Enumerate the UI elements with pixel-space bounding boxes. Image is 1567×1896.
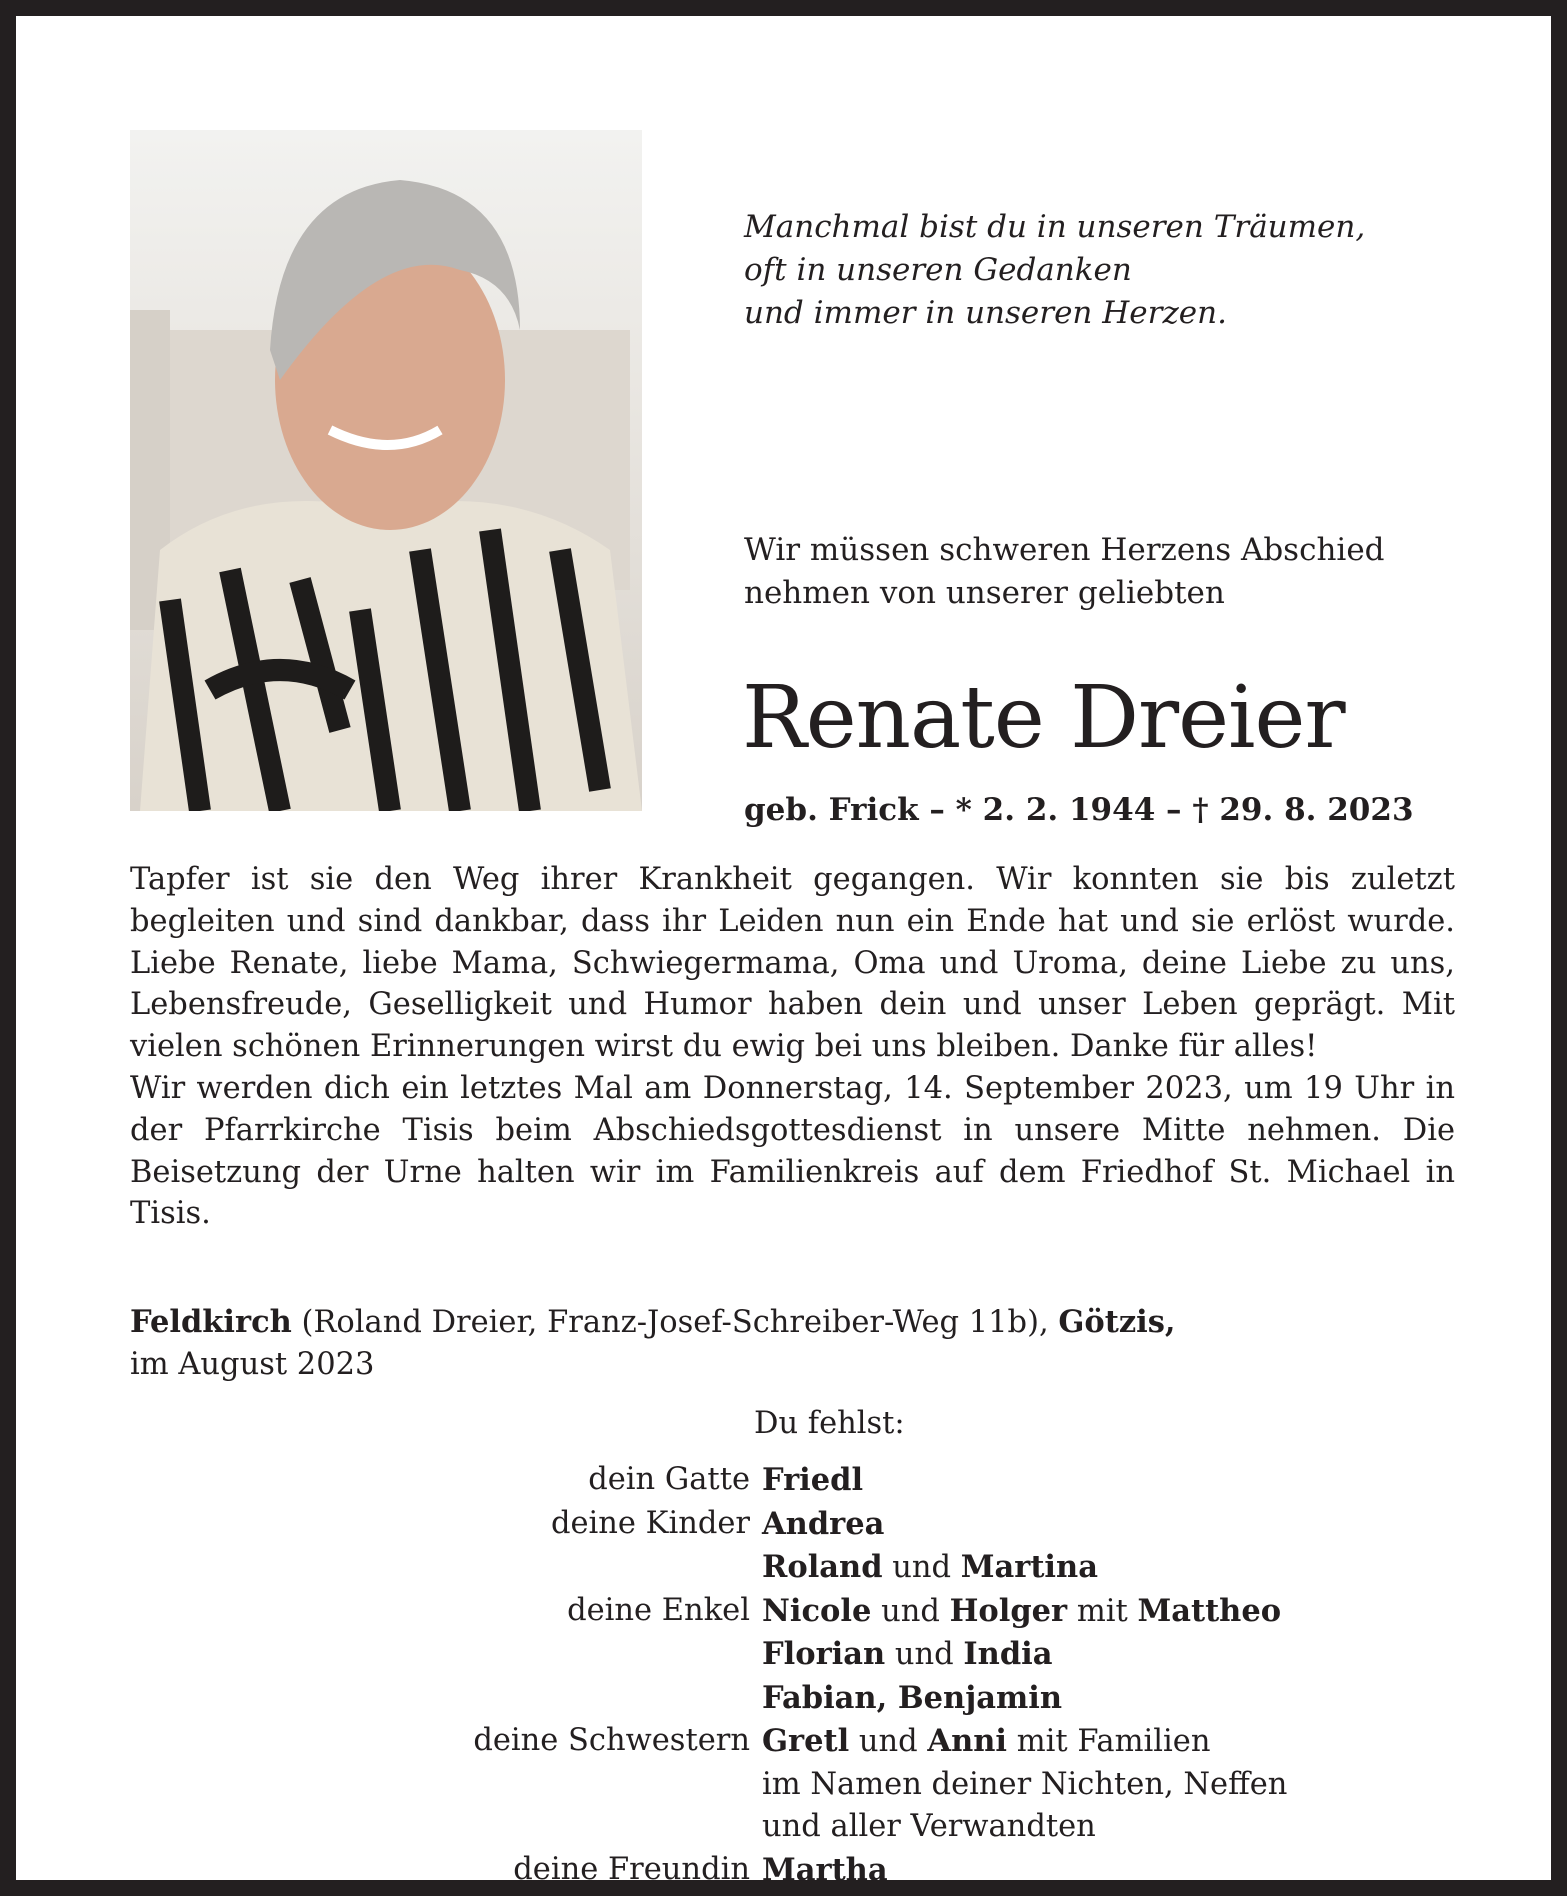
mourner-row	[130, 1590, 1287, 1634]
body-text	[130, 859, 1455, 1235]
mourner-name: Roland	[762, 1549, 883, 1585]
relation-label: deine Schwestern	[473, 1723, 750, 1758]
mourner-name: Andrea	[762, 1505, 885, 1542]
portrait-image	[130, 130, 642, 811]
body-paragraph: Tapfer ist sie den Weg ihrer Krankheit gegangen. Wir konnten sie bis zuletzt begleiten und sind dankbar, dass ihr Leiden nun ein Ende hat und sie erlöst wurde. Liebe Renate, liebe Mama, Schwiegermama, Oma und Uroma, deine Liebe zu uns, Lebensfreude, Geselligkeit und Humor haben dein und unser Leben geprägt. Mit vielen schönen Erinnerungen wirst du ewig bei uns bleiben. Danke für alles!	[130, 862, 1455, 1065]
relation-label	[130, 1633, 762, 1677]
connector-text: mit Familien	[1007, 1724, 1211, 1759]
mourner-name: Gretl	[762, 1723, 850, 1759]
mourners-heading: Du fehlst:	[754, 1406, 905, 1441]
connector-text: und	[849, 1724, 928, 1759]
connector-text: im Namen deiner Nichten, Neffen	[762, 1766, 1288, 1802]
relation-label	[130, 1677, 762, 1721]
connector-text: und	[885, 1637, 964, 1672]
mourner-row	[130, 1764, 1287, 1807]
mourner-names	[762, 1849, 888, 1893]
relation-label: deine Freundin	[513, 1851, 750, 1887]
intro-line: Wir müssen schweren Herzens Abschied	[744, 532, 1385, 568]
intro-line: nehmen von unserer geliebten	[744, 575, 1225, 611]
deceased-name: Renate Dreier	[742, 668, 1345, 768]
connector-text: und	[871, 1593, 950, 1629]
relation-label	[130, 1764, 762, 1807]
mourner-name: Anni	[927, 1723, 1008, 1759]
mourner-names	[762, 1677, 1062, 1721]
connector-text: und aller Verwandten	[762, 1809, 1096, 1844]
mourner-names	[762, 1590, 1281, 1634]
city: Feldkirch	[130, 1304, 292, 1340]
place-and-date	[130, 1301, 1176, 1386]
mourner-row	[130, 1503, 1287, 1547]
mourner-name: Holger	[949, 1592, 1068, 1629]
birth-death-dates: geb. Frick – * 2. 2. 1944 – † 29. 8. 2023	[744, 792, 1414, 828]
mourner-names	[762, 1503, 884, 1547]
mourner-names	[762, 1806, 1096, 1849]
relation-label: deine Enkel	[567, 1592, 750, 1628]
mourner-names	[762, 1720, 1211, 1764]
mourner-name: Martina	[960, 1549, 1098, 1585]
quote-line: Manchmal bist du in unseren Träumen,	[744, 209, 1366, 245]
mourner-name: Martha	[762, 1851, 888, 1888]
mourner-name: Nicole	[762, 1592, 872, 1629]
notice-frame	[16, 16, 1551, 1888]
intro-text	[744, 529, 1385, 615]
quote-line: und immer in unseren Herzen.	[744, 295, 1227, 331]
mourner-row	[130, 1806, 1287, 1849]
body-paragraph: Wir werden dich ein letztes Mal am Donnerstag, 14. September 2023, um 19 Uhr in der Pfarrkirche Tisis beim Abschiedsgottesdienst in unsere Mitte nehmen. Die Beisetzung der Urne halten wir im Familienkreis auf dem Friedhof St. Michael in Tisis.	[130, 1070, 1455, 1232]
mourner-row	[130, 1459, 1287, 1503]
mourner-row	[130, 1546, 1287, 1590]
portrait-photo	[130, 130, 642, 811]
mourner-names	[762, 1633, 1053, 1677]
address: (Roland Dreier, Franz-Josef-Schreiber-Weg 11b),	[291, 1305, 1059, 1340]
relation-label	[130, 1806, 762, 1849]
mourner-name: Fabian, Benjamin	[762, 1679, 1063, 1716]
city: Götzis,	[1058, 1304, 1176, 1340]
mourner-names	[762, 1459, 863, 1503]
mourner-name: India	[963, 1636, 1053, 1672]
mourner-names	[762, 1764, 1287, 1807]
quote-line: oft in unseren Gedanken	[744, 252, 1132, 288]
memorial-quote	[744, 206, 1365, 335]
date-line: im August 2023	[130, 1347, 375, 1382]
mourner-name: Mattheo	[1137, 1592, 1282, 1629]
connector-text: und	[882, 1550, 961, 1585]
mourners-list	[130, 1459, 1287, 1892]
mourner-name: Florian	[762, 1636, 886, 1672]
relation-label: deine Kinder	[550, 1505, 750, 1541]
mourner-names	[762, 1546, 1098, 1590]
relation-label: dein Gatte	[588, 1462, 750, 1497]
mourner-name: Friedl	[762, 1462, 864, 1498]
relation-label	[130, 1546, 762, 1590]
mourner-row	[130, 1677, 1287, 1721]
mourner-row	[130, 1849, 1287, 1893]
connector-text: mit	[1067, 1593, 1138, 1629]
mourner-row	[130, 1720, 1287, 1764]
mourner-row	[130, 1633, 1287, 1677]
